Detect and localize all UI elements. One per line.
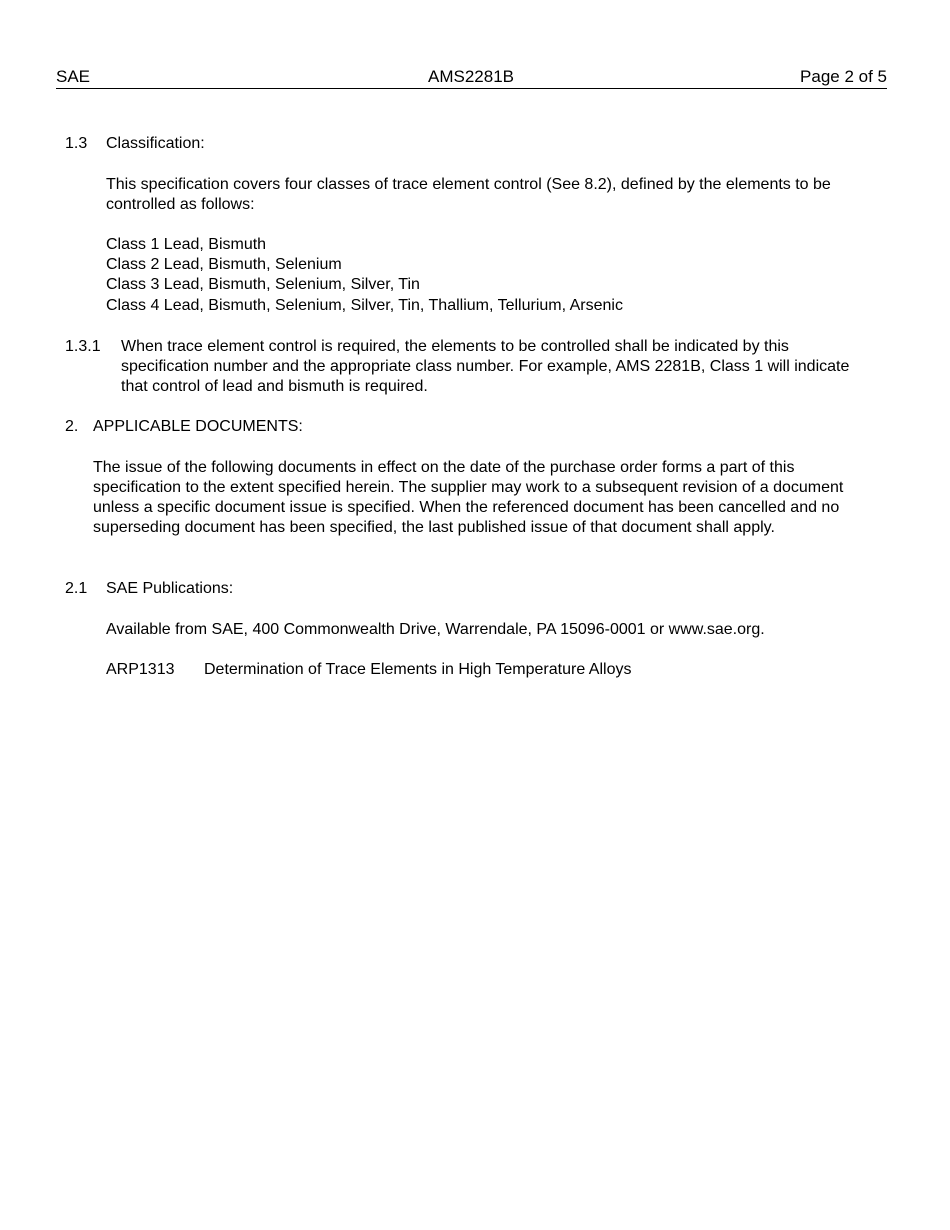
class-3-line: Class 3 Lead, Bismuth, Selenium, Silver, Tin [106,276,420,293]
header-organization: SAE [56,67,91,86]
section-2-text: The issue of the following documents in effect on the date of the purchase order forms a part of this specification to the extent specified herein. The supplier may work to a subsequent revision of a document unless a specific document issue is specified. When the referenced document has been cancelled and no superseding document has been specified, the last published issue of that document shall apply. [93,459,844,536]
section-2-1-heading: SAE Publications: [106,580,234,597]
reference-document-title: Determination of Trace Elements in High Temperature Alloys [204,661,632,678]
section-1-3-1-number: 1.3.1 [65,338,101,355]
section-2-number: 2. [65,418,79,435]
class-4-line: Class 4 Lead, Bismuth, Selenium, Silver, Tin, Thallium, Tellurium, Arsenic [106,297,623,314]
section-2-1-availability: Available from SAE, 400 Commonwealth Drive, Warrendale, PA 15096-0001 or www.sae.org. [106,621,765,638]
class-1-line: Class 1 Lead, Bismuth [106,236,267,253]
section-1-3-number: 1.3 [65,135,88,152]
running-header [56,66,887,89]
reference-document-id: ARP1313 [106,661,175,678]
section-1-3-heading: Classification: [106,135,205,152]
section-1-3-1-text: When trace element control is required, the elements to be controlled shall be indicated by this specification number and the appropriate class number. For example, AMS 2281B, Class 1 will indicate that control of lead and bismuth is required. [121,338,850,395]
section-2-1-number: 2.1 [65,580,88,597]
section-1-3-intro: This specification covers four classes of trace element control (See 8.2), defined by the elements to be controlled as follows: [106,176,831,213]
header-page-number: Page 2 of 5 [800,67,887,86]
section-2-heading: APPLICABLE DOCUMENTS: [93,418,303,435]
header-document-number: AMS2281B [428,67,514,86]
class-2-line: Class 2 Lead, Bismuth, Selenium [106,256,342,273]
